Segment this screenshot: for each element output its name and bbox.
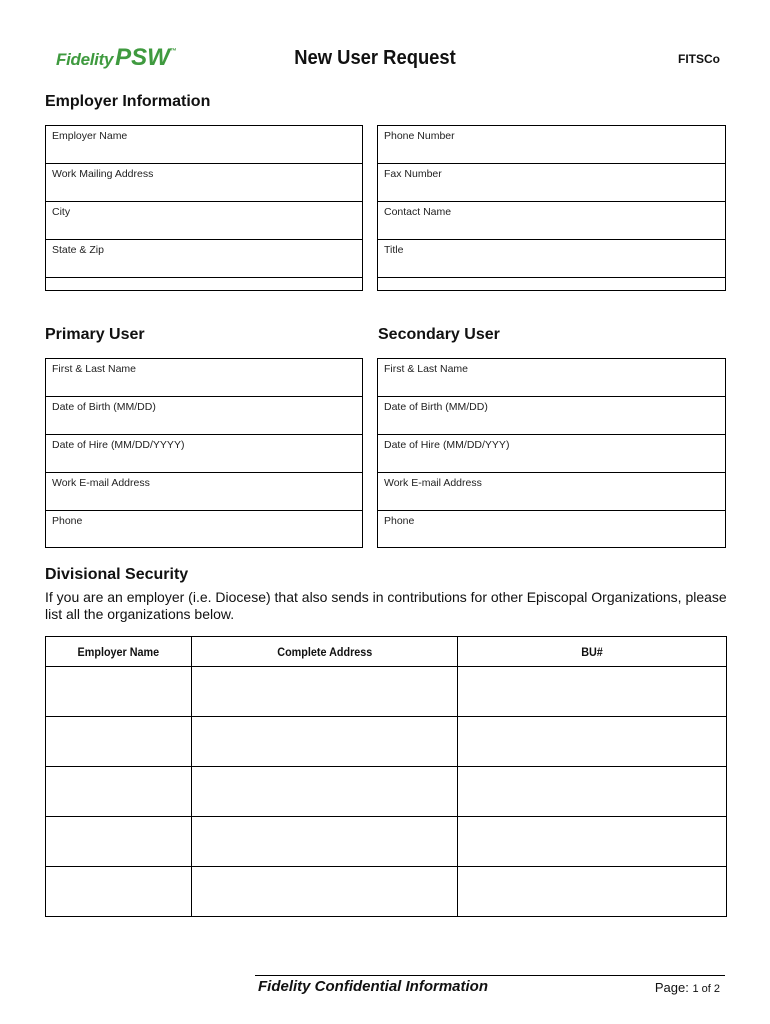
page-number bbox=[655, 980, 720, 995]
table-cell[interactable] bbox=[458, 867, 727, 917]
secondary-user-heading: Secondary User bbox=[378, 326, 500, 343]
table-cell[interactable] bbox=[458, 667, 727, 717]
phone-number-field[interactable] bbox=[378, 126, 725, 164]
secondary-phone-field[interactable] bbox=[378, 511, 725, 549]
table-cell[interactable] bbox=[458, 767, 727, 817]
table-row bbox=[46, 817, 727, 867]
secondary-hire-date-field[interactable] bbox=[378, 435, 725, 473]
field-label: Date of Birth (MM/DD) bbox=[52, 401, 156, 413]
table-row bbox=[46, 767, 727, 817]
secondary-name-field[interactable] bbox=[378, 359, 725, 397]
col-header-bu-number: BU# bbox=[458, 637, 727, 667]
work-mailing-address-field[interactable] bbox=[46, 164, 362, 202]
page-count: 1 of 2 bbox=[692, 983, 720, 995]
field-label: Work E-mail Address bbox=[52, 477, 150, 489]
employer-left-box bbox=[45, 125, 363, 291]
table-cell[interactable] bbox=[191, 667, 458, 717]
primary-phone-field[interactable] bbox=[46, 511, 362, 549]
table-cell[interactable] bbox=[458, 817, 727, 867]
table-header-row bbox=[46, 637, 727, 667]
primary-user-heading: Primary User bbox=[45, 326, 145, 343]
logo-trademark: ™ bbox=[169, 48, 177, 55]
footer-confidential: Fidelity Confidential Information bbox=[258, 978, 488, 995]
field-label: Phone bbox=[384, 515, 415, 527]
logo-fidelity-text: Fidelity bbox=[56, 50, 114, 69]
table-cell[interactable] bbox=[46, 767, 192, 817]
field-label: First & Last Name bbox=[384, 363, 469, 375]
employer-name-field[interactable] bbox=[46, 126, 362, 164]
primary-email-field[interactable] bbox=[46, 473, 362, 511]
field-label: Fax Number bbox=[384, 168, 442, 180]
blank-row bbox=[46, 278, 362, 290]
col-header-complete-address: Complete Address bbox=[191, 637, 458, 667]
field-label: Phone bbox=[52, 515, 83, 527]
field-label: First & Last Name bbox=[52, 363, 137, 375]
field-label: Work Mailing Address bbox=[52, 168, 154, 180]
employer-info-heading: Employer Information bbox=[45, 93, 211, 110]
table-cell[interactable] bbox=[46, 717, 192, 767]
table-cell[interactable] bbox=[46, 817, 192, 867]
fax-number-field[interactable] bbox=[378, 164, 725, 202]
field-label: Date of Hire (MM/DD/YYY) bbox=[384, 439, 510, 451]
secondary-dob-field[interactable] bbox=[378, 397, 725, 435]
field-label: Title bbox=[384, 244, 404, 256]
primary-name-field[interactable] bbox=[46, 359, 362, 397]
table-cell[interactable] bbox=[46, 667, 192, 717]
secondary-email-field[interactable] bbox=[378, 473, 725, 511]
secondary-user-box bbox=[377, 358, 726, 548]
table-row bbox=[46, 867, 727, 917]
contact-name-field[interactable] bbox=[378, 202, 725, 240]
table-row bbox=[46, 667, 727, 717]
city-field[interactable] bbox=[46, 202, 362, 240]
form-code: FITSCo bbox=[678, 52, 720, 66]
primary-hire-date-field[interactable] bbox=[46, 435, 362, 473]
field-label: Phone Number bbox=[384, 130, 455, 142]
table-cell[interactable] bbox=[191, 867, 458, 917]
organizations-table bbox=[45, 636, 727, 917]
table-cell[interactable] bbox=[46, 867, 192, 917]
field-label: Employer Name bbox=[52, 130, 128, 142]
field-label: Work E-mail Address bbox=[384, 477, 482, 489]
fidelity-psw-logo bbox=[56, 44, 177, 74]
table-cell[interactable] bbox=[191, 717, 458, 767]
field-label: City bbox=[52, 206, 71, 218]
page-label: Page: bbox=[654, 980, 689, 995]
footer-divider bbox=[255, 975, 725, 976]
primary-dob-field[interactable] bbox=[46, 397, 362, 435]
col-header-employer-name: Employer Name bbox=[46, 637, 192, 667]
field-label: Date of Hire (MM/DD/YYYY) bbox=[52, 439, 185, 451]
primary-user-box bbox=[45, 358, 363, 548]
table-cell[interactable] bbox=[191, 767, 458, 817]
title-field[interactable] bbox=[378, 240, 725, 278]
field-label: Contact Name bbox=[384, 206, 452, 218]
page-title: New User Request bbox=[294, 47, 456, 69]
blank-row bbox=[378, 278, 725, 290]
divisional-security-heading: Divisional Security bbox=[45, 566, 189, 583]
logo-psw-text: PSW bbox=[115, 44, 170, 71]
field-label: Date of Birth (MM/DD) bbox=[384, 401, 488, 413]
field-label: State & Zip bbox=[52, 244, 104, 256]
divisional-instructions: If you are an employer (i.e. Diocese) that also sends in contributions for other Episcopal Organizations, please list all the organizations below. bbox=[45, 589, 727, 622]
table-row bbox=[46, 717, 727, 767]
table-cell[interactable] bbox=[458, 717, 727, 767]
state-zip-field[interactable] bbox=[46, 240, 362, 278]
table-cell[interactable] bbox=[191, 817, 458, 867]
employer-right-box bbox=[377, 125, 726, 291]
